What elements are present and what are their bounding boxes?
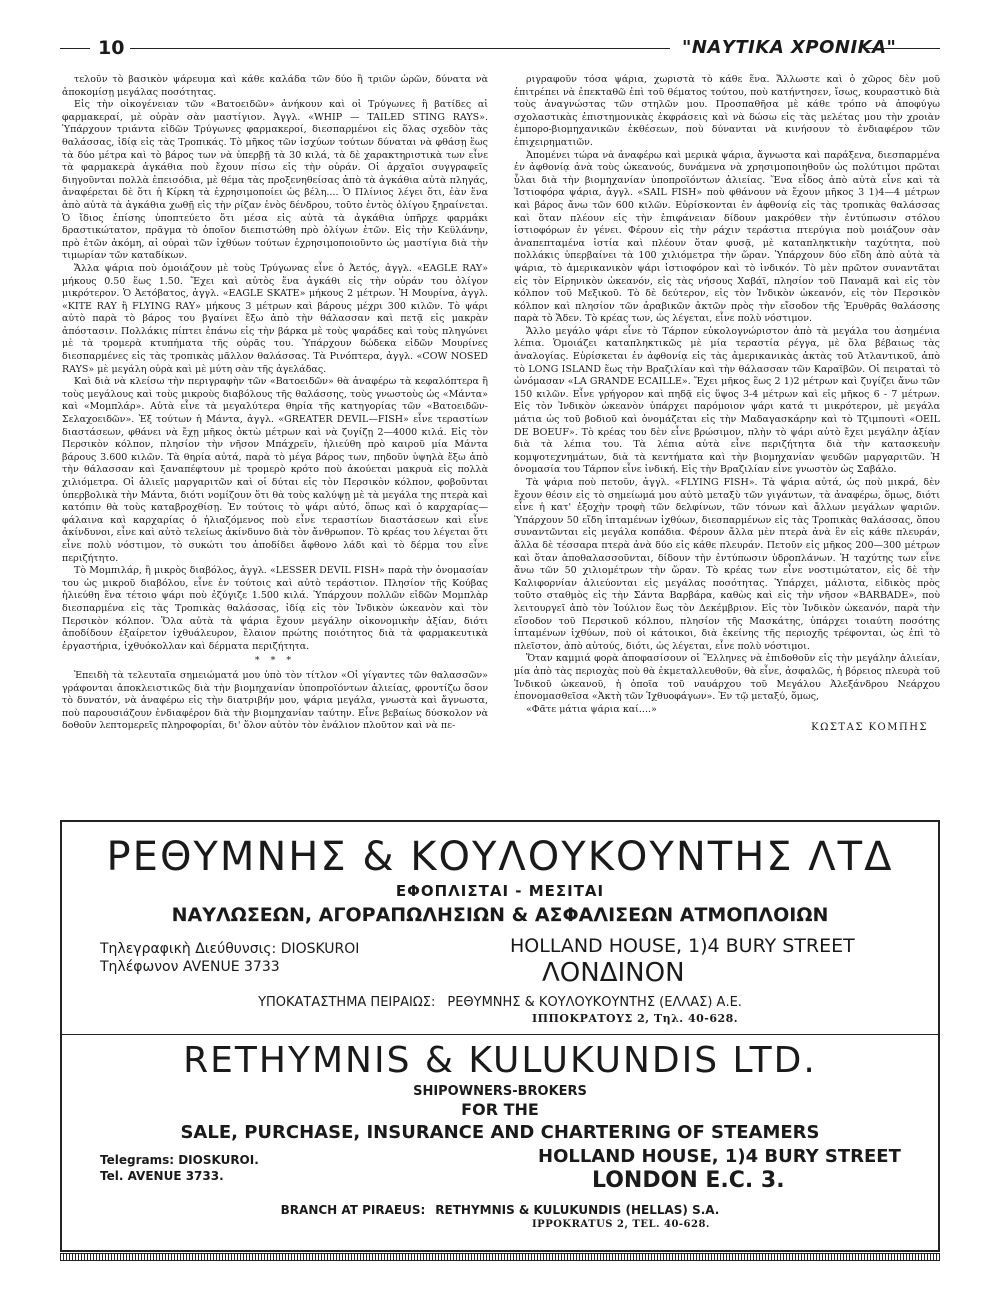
article-paragraph: τελοῦν τὸ βασικὸν ψάρευμα καὶ κάθε καλάδα τῶν δύο ἢ τριῶν ὡρῶν, δύνατα νὰ ἀποκομίσῃ μεγάλας ποσότητας. xyxy=(62,74,488,98)
article-paragraph: Ἄλλο μεγάλο ψάρι εἶνε τὸ Τάρπον εὐκολογνώριστον ἀπὸ τὰ μεγάλα του ἀσημένια λέπια. Ὁμοιάζει καταπληκτικῶς μὲ μία τεραστία ρέγγα, μὲ ὅλα βέβαιως τὰς ἀναλογίας. Εὑρίσκεται ἐν ἀφθονίᾳ εἰς τὰς ἀμερικανικὰς ἀκτὰς τοῦ Ἀτλαντικοῦ, ἀπὸ τὸ LONG ISLAND ἕως τὴν Βραζιλίαν καὶ τὴν θάλασσαν τῶν Καραϊβῶν. Οἱ πειραταὶ τὸ ὠνόμασαν «LA GRANDE ECAILLE». Ἔχει μῆκος ἕως 2 1)2 μέτρων καὶ ζυγίζει ἄνω τῶν 150 κιλῶν. Εἶνε γρήγορον καὶ πηδᾷ εἰς ὕψος 3-4 μέτρων καὶ εἰς μῆκος 6 - 7 μέτρων. Εἰς τὸν Ἰνδικὸν ὠκεανὸν ὑπάρχει παρόμοιον ψάρι κατά τι μικρότερον, μὲ μεγάλα μάτια ὡς τοῦ βοδιοῦ καὶ ὀνομάζεται εἰς τὴν Μαδαγασκάρην καὶ τὸ Τζιμπουτὶ «OEIL DE BOEUF». Τὸ κρέας του δὲν εἶνε βρώσιμον, πλὴν τὸ ψάρι αὐτὸ ἔχει μεγάλην ἀξίαν διὰ τὰ λέπια του. Τὰ λέπια αὐτὰ εἶνε περιζήτητα διὰ τὴν κατασκευὴν κομψοτεχνημάτων, διὰ τὰ κεντήματα καὶ τὴν βιομηχανίαν ψευδῶν μαργαριτῶν. Ἡ ὀνομασία του Τάρπον εἶνε ἰνδική. Εἰς τὴν Βραζιλίαν εἶνε γνωστὸν ὡς Σαβάλο. xyxy=(514,325,940,476)
ad-services-english: SALE, PURCHASE, INSURANCE AND CHARTERING OF STEAMERS xyxy=(180,1122,820,1143)
ad-branch-label-greek: ΥΠΟΚΑΤΑΣΤΗΜΑ ΠΕΙΡΑΙΩΣ: xyxy=(258,995,436,1010)
article-body xyxy=(62,74,940,814)
article-column-right xyxy=(514,74,940,814)
ad-branch-name-greek: ΡΕΘΥΜΝΗΣ & ΚΟΥΛΟΥΚΟΥΝΤΗΣ (ΕΛΛΑΣ) Α.Ε. xyxy=(447,995,742,1010)
ad-branch-address-greek: ΙΠΠΟΚΡΑΤΟΥΣ 2, Τηλ. 40-628. xyxy=(532,1012,739,1025)
header-rule-middle xyxy=(130,48,670,49)
ad-telegrams-english: Telegrams: DIOSKUROI. xyxy=(100,1153,259,1167)
article-paragraph: Τὰ ψάρια ποὺ πετοῦν, ἀγγλ. «FLYING FISH». Τὰ ψάρια αὐτά, ὡς ποὺ μικρά, δὲν ἔχουν θέσιν εἰς τὸ σημείωμά μου αὐτὸ μεταξὺ τῶν γιγάντων, τὰ ἀναφέρω, ὅμως, διότι εἶνε ἡ κατ' ἐξοχὴν τροφὴ τῶν δελφίνων, τῶν τόνων καὶ ἄλλων μεγάλων ψαριῶν. Ὑπάρχουν 50 εἴδη ἱπταμένων ἰχθύων, διεσπαρμένων εἰς τὰς Τροπικὰς θαλάσσας, ὅπου συναντῶνται εἰς μεγάλα κοπάδια. Φέρουν ἄλλα μὲν πτερὰ ἀνὰ ἓν εἰς κάθε πλευράν, ἄλλα δὲ τέσσαρα πτερὰ ἀνὰ δύο εἰς κάθε πλευράν. Πετοῦν εἰς μῆκος 200—300 μέτρων καὶ ὅταν ἀποθαλασσοῦνται, δίδουν τὴν ἐντύπωσιν ὑδροπλάνων. Ἡ ταχύτης των εἶνε ἄνω τῶν 50 χιλιομέτρων τὴν ὥραν. Τὸ κρέας των εἶνε νοστιμώτατον, εἰς δὲ τὴν Καλιφορνίαν ἁλιεύονται εἰς μεγάλας ποσότητας. Ὑπάρχει, μάλιστα, εἰδικὸς πρὸς τοῦτο σταθμὸς εἰς τὴν Σάντα Βαρβάρα, καθὼς καὶ εἰς τὴν νῆσον «BARBADE», ποὺ λειτουργεῖ ἀπὸ τὸν Ἰούλιον ἕως τὸν Δεκέμβριον. Εἰς τὸν Ἰνδικὸν ὠκεανόν, παρὰ τὴν εἴσοδον τοῦ Περσικοῦ κόλπου, πλησίον τῆς Μασκάτης, ὑπάρχει τοιαύτη ποσότης ἱπταμένων ἰχθύων, ποὺ οἱ κάτοικοι, διὰ ἐκείνης τῆς περιοχῆς τρέφονται, ὡς ἐπὶ τὸ πλεῖστον, ἀπὸ αὐτούς, διότι, ὡς λέγεται, εἶνε πολὺ νόστιμοι. xyxy=(514,477,940,652)
ad-phone-greek: Τηλέφωνον AVENUE 3733 xyxy=(100,959,280,975)
ad-company-greek: ΡΕΘΥΜΝΗΣ & ΚΟΥΛΟΥΚΟΥΝΤΗΣ ΛΤΔ xyxy=(106,834,894,880)
ad-city-greek: ΛΟΝΔΙΝΟΝ xyxy=(542,958,685,988)
article-paragraph: Καὶ διὰ νὰ κλείσω τὴν περιγραφὴν τῶν «Βατοειδῶν» θὰ ἀναφέρω τὰ κεφαλόπτερα ἢ τοὺς μεγάλους καὶ τοὺς μικροὺς διαβόλους τῆς θαλάσσης, τοὺς γνωστοὺς ὡς «Μάντα» καὶ «Μομπλάρ». Αὐτὰ εἶνε τὰ μεγαλύτερα θηρία τῆς κατηγορίας τῶν «Βατοειδῶν-Σελαχοειδῶν». Ἐξ τούτων ἡ Μάντα, ἀγγλ. «GREATER DEVIL—FISH» εἶνε τεραστίων διαστάσεων, φθάνει νὰ ἔχῃ μῆκος ὀκτὼ μέτρων καὶ νὰ ζυγίζῃ 2—4000 κιλά. Εἰς τὸν Περσικὸν κόλπον, πλησίον τὴν νῆσον Μπάχρεϊν, ἡλιεύθη πρὸ καιροῦ μία Μάντα βάρους 3.600 κιλῶν. Τὰ θηρία αὐτά, παρὰ τὸ μέγα βάρος των, πηδοῦν ὑψηλὰ ἔξω ἀπὸ τὴν θάλασσαν καὶ ξαναπέφτουν μὲ τρομερὸ κρότο ποὺ ἀκούεται μακρυὰ εἰς πολλὰ χιλιόμετρα. Οἱ ἁλιεῖς μαργαριτῶν καὶ οἱ δύται εἰς τὸν Περσικὸν κόλπον, φοβοῦνται ὑπερβολικὰ τὴν Μάντα, διότι νομίζουν ὅτι θὰ τοὺς καλύψῃ μὲ τὰ μεγάλα της πτερὰ καὶ κατόπιν θὰ τοὺς καταβροχθίσῃ. Ἐν τούτοις τὸ ψάρι αὐτό, ὅπως καὶ ὁ καρχαρίας—φάλαινα καὶ καρχαρίας ὁ ἠλιαζόμενος ποὺ εἶνε τεραστίων διαστάσεων καὶ εἶνε ἀκίνδυνοι, εἶνε καὶ αὐτὸ τελείως ἀκίνδυνο διὰ τὸν ἄνθρωπον. Τὸ κρέας του λέγεται ὅτι εἶνε πολὺ νόστιμον, τὸ συκώτι του ἀποδίδει ἄφθονο λάδι καὶ τὸ δέρμα του εἶνε περιζήτητο. xyxy=(62,376,488,564)
article-paragraph: Ὅταν καμμιά φορὰ ἀποφασίσουν οἱ Ἕλληνες νὰ ἐπιδοθοῦν εἰς τὴν μεγάλην ἁλιείαν, μία ἀπὸ τὰς περιοχὰς ποὺ θὰ ἐκμεταλλευθοῦν, θὰ εἶνε, ἀσφαλῶς, ἡ βόρειος πλευρὰ τοῦ Ἰνδικοῦ ὠκεανοῦ, ἡ ὁποῖα τοῦ ναυάρχου τοῦ Μεγάλου Ἀλεξάνδρου Νεάρχου ἐπονομασθεῖσα «Ἀκτὴ τῶν Ἰχθυοφάγων». Ἐν τῷ μεταξύ, ὅμως, xyxy=(514,653,940,703)
decorative-bottom-border xyxy=(60,1253,940,1261)
ad-tel-english: Tel. AVENUE 3733. xyxy=(100,1169,224,1183)
ad-branch-english xyxy=(62,1202,938,1218)
ad-role-english: SHIPOWNERS-BROKERS xyxy=(413,1084,587,1099)
article-paragraph: Ἐπειδὴ τὰ τελευταῖα σημειώματά μου ὑπὸ τὸν τίτλον «Οἱ γίγαντες τῶν θαλασσῶν» γράφονται ἀποκλειστικῶς διὰ τὴν βιομηχανίαν ὑποπροϊόντων ἁλιείας, φροντίζω ὅσον τὸ δυνατόν, νὰ ἀναφέρω εἰς τὴν διατριβήν μου, ψάρια μεγάλα, γνωστὰ καὶ ἄγνωστα, ποὺ παρουσιάζουν ἐνδιαφέρον διὰ τὴν βιομηχανίαν ταύτην. Εἶνε βεβαίως δύσκολον νὰ δοθοῦν λεπτομερεῖς πληροφορίαι, δι' ὅλον αὐτὸν τὸν ἐνάλιον πλοῦτον καὶ νὰ πε- xyxy=(62,669,488,732)
ad-services-greek: ΝΑΥΛΩΣΕΩΝ, ΑΓΟΡΑΠΩΛΗΣΙΩΝ & ΑΣΦΑΛΙΣΕΩΝ ΑΤΜΟΠΛΟΙΩΝ xyxy=(171,904,829,926)
ad-branch-label-english: BRANCH AT PIRAEUS: xyxy=(280,1203,426,1217)
magazine-title: "ΝΑΥΤΙΚΑ ΧΡΟΝΙΚΑ" xyxy=(682,37,897,58)
ad-role-greek: ΕΦΟΠΛΙΣΤΑΙ - ΜΕΣΙΤΑΙ xyxy=(395,882,605,900)
article-paragraph: Τὸ Μομπιλάρ, ἢ μικρὸς διαβόλος, ἀγγλ. «LESSER DEVIL FISH» παρὰ τὴν ὀνομασίαν του ὡς μικροῦ διαβόλου, εἶνε ἐν τούτοις καὶ αὐτὸ τεράστιον. Πλησίον τῆς Κούβας ἡλιεύθη ἕνα τέτοιο ψάρι ποὺ ἐζύγιζε 1.500 κιλά. Ὑπάρχουν πολλῶν εἰδῶν Μομπλὰρ διεσπαρμένα εἰς τὰς Τροπικὰς θαλάσσας, ἰδίᾳ εἰς τὸν Ἰνδικὸν ὠκεανὸν καὶ τὸν Περσικὸν κόλπον. Ὅλα αὐτὰ τὰ ψάρια ἔχουν μεγάλην οἰκονομικὴν ἀξίαν, διότι ἀποδίδουν ἐξαίρετον ἰχθυάλευρον, ἔλαιον πρώτης ποιότητος διὰ τὰ φαρμακευτικὰ ἐργαστήρια, ἰχθυόκολλαν καὶ δέρματα περιζήτητα. xyxy=(62,565,488,652)
ad-address-greek: HOLLAND HOUSE, 1)4 BURY STREET xyxy=(510,935,855,957)
closing-quote: «Φᾶτε μάτια ψάρια καί....» xyxy=(526,703,657,715)
ad-city-english: LONDON E.C. 3. xyxy=(592,1168,785,1193)
ad-branch-greek xyxy=(62,994,938,1011)
ad-telegraph-greek: Τηλεγραφικὴ Διεύθυνσις: DIOSKUROI xyxy=(100,941,360,957)
ad-divider xyxy=(62,1034,938,1035)
advertisement-box xyxy=(60,820,940,1252)
header-rule-left xyxy=(60,48,90,49)
page-number: 10 xyxy=(98,37,125,59)
header-rule-right xyxy=(865,48,940,49)
article-paragraph: Ἀπομένει τώρα νὰ ἀναφέρω καὶ μερικὰ ψάρια, ἄγνωστα καὶ παράξενα, διεσπαρμένα ἐν ἀφθονίᾳ ἀνὰ τοὺς ὠκεανούς, δυνάμενα νὰ χρησιμοποιηθοῦν ὡς πολύτιμοι πρῶται ὗλαι διὰ τὴν βιομηχανίαν ὑποπροϊόντων ἁλιείας. Ἕνα εἶδος ἀπὸ αὐτὰ εἶνε καὶ τὰ Ἰστιοφόρα ψάρια, ἀγγλ. «SAIL FISH» ποὺ φθάνουν νὰ ἔχουν μῆκος 3 1)4—4 μέτρων καὶ βάρος ἄνω τῶν 600 κιλῶν. Εὑρίσκονται ἐν ἀφθονίᾳ εἰς τὰς τροπικὰς θαλάσσας καὶ ὅταν πλέουν εἰς τὴν ἐπιφάνειαν δίδουν μακρόθεν τὴν ἐντύπωσιν στόλου ἱστιοφόρων ἐν γένει. Φέρουν εἰς τὴν ράχιν τεράστια πτερύγια ποὺ μοιάζουν σὰν ἀναπεπταμένα ἱστία καὶ πλέουν ὅταν φυσᾷ, μὲ καταπληκτικὴν ταχύτητα, ποὺ πολλάκις ὑπερβαίνει τὰ 100 χιλιόμετρα τὴν ὥραν. Ὑπάρχουν δύο εἴδη ἀπὸ αὐτὰ τὰ ψάρια, τὸ ἀμερικανικὸν ψάρι ἱστιοφόρον καὶ τὸ ἰνδικόν. Τὸ μὲν πρῶτον συναντᾶται εἰς τὸν Εἰρηνικὸν ὠκεανόν, εἰς τὰς νήσους Χαβάϊ, πλησίον τοῦ Παναμᾶ καὶ εἰς τὸν κόλπον τοῦ Μεξικοῦ. Τὸ δὲ δεύτερον, εἰς τὸν Ἰνδικὸν ὠκεανόν, εἰς τὸν Περσικὸν κόλπον καὶ πλησίον τῶν ἀραβικῶν ἀκτῶν πρὸς τὴν εἴσοδον τῆς Ἐρυθρᾶς θαλάσσης παρὰ τὸ Ἄδεν. Τὸ κρέας των, ὡς λέγεται, εἶνε πολὺ νόστιμον. xyxy=(514,149,940,325)
article-paragraph: ριγραφοῦν τόσα ψάρια, χωριστὰ τὸ κάθε ἕνα. Ἄλλωστε καὶ ὁ χῶρος δὲν μοῦ ἐπιτρέπει νὰ ἐπεκταθῶ ἐπὶ τοῦ θέματος τούτου, ποὺ κατήντησεν, ἴσως, κουραστικὸ διὰ τοὺς ἀναγνώστας τῶν στηλῶν μου. Προσπαθῆσα μὲ κάθε τρόπο νὰ ἀποφύγω σχολαστικὰς ἐπιστημονικὰς ἐκφράσεις καὶ νὰ δώσω εἰς τὰς μελέτας μου τὴν χροιὰν ἐμπορο-βιομηχανικῶν ἐκθέσεων, ποὺ δύνανται νὰ κινήσουν τὸ ἐνδιαφέρον τῶν ἐπιχειρηματιῶν. xyxy=(514,74,940,148)
ad-for-english: FOR THE xyxy=(461,1100,539,1119)
article-paragraph: Ἄλλα ψάρια ποὺ ὁμοιάζουν μὲ τοὺς Τρύγωνας εἶνε ὁ Ἀετός, ἀγγλ. «EAGLE RAY» μήκους 0.50 ἕως 1.50. Ἔχει καὶ αὐτὸς ἕνα ἀγκάθι εἰς τὴν οὐράν του ὀλίγον μικρότερον. Ὁ Ἀετόβατος, ἀγγλ. «EAGLE SKATE» μήκους 2 μέτρων. Ἡ Μουρίνα, ἀγγλ. «KITE RAY ἢ FLYING RAY» μήκους 3 μέτρων καὶ βάρους μέχρι 300 κιλῶν. Τὸ ψάρι αὐτὸ παρὰ τὸ βάρος του βγαίνει ἔξω ἀπὸ τὴν θάλασσαν καὶ πετᾷ εἰς μακρὰν ἀπόστασιν. Πολλάκις πίπτει ἐπάνω εἰς τὴν βάρκα μὲ τοὺς ψαράδες καὶ τοὺς πληγώνει μὲ τὰ τρομερὰ κτυπήματα τῆς οὐρᾶς του. Ὑπάρχουν δώδεκα εἰδῶν Μουρίνες διεσπαρμένες εἰς τὰς τροπικὰς μᾶλλον θαλάσσας. Τὰ Ρινόπτερα, ἀγγλ. «COW NOSED RAYS» μὲ μεγάλη οὐρὰ καὶ μὲ μύτη σὰν τῆς ἀγελάδας. xyxy=(62,262,488,375)
ad-branch-address-english: IPPOKRATUS 2, TEL. 40-628. xyxy=(532,1219,710,1230)
ad-address-english: HOLLAND HOUSE, 1)4 BURY STREET xyxy=(538,1146,901,1167)
article-column-left xyxy=(62,74,488,814)
running-header xyxy=(60,36,940,60)
article-paragraph: Εἰς τὴν οἰκογένειαν τῶν «Βατοειδῶν» ἀνήκουν καὶ οἱ Τρύγωνες ἢ βατίδες αἱ φαρμακεραί, μὲ οὐρὰν σὰν μαστίγιον. Ἀγγλ. «WHIP — TAILED STING RAYS». Ὑπάρχουν τριάντα εἰδῶν Τρύγωνες φαρμακεροί, διεσπαρμένοι εἰς ὅλας σχεδὸν τὰς θαλάσσας, ἰδίᾳ εἰς τὰς Τροπικάς. Τὸ μῆκος τῶν ἰσχύων τούτων δύναται νὰ φθάσῃ ἕως τὰ δύο μέτρα καὶ τὸ βάρος των νὰ ὑπερβῇ τὰ 30 κιλά, τὰ δὲ χαρακτηριστικὰ των εἶνε τὰ φαρμακερὰ ἀγκάθια ποὺ ἔχουν πίσω εἰς τὴν οὐράν. Οἱ ἀρχαῖοι συγγραφεῖς διηγοῦνται πολλὰ ἐπεισόδια, μὲ θέμα τὰς προξενηθείσας ἀπὸ τὰ ἀγκάθια αὐτὰ πληγάς, ἀναφέρεται δὲ ὅτι ἡ Κίρκη τὰ ἐχρησιμοποίει ὡς βέλη.... Ὁ Πλίνιος λέγει ὅτι, ἐὰν ἕνα ἀπὸ αὐτὰ τὰ ἀγκάθια χωθῇ εἰς τὴν ρίζαν ἑνὸς δένδρου, τοῦτο ἐντὸς ὀλίγου ξηραίνεται. Ὁ ἴδιος ἐπίσης ὑποπτεύετο ὅτι μέσα εἰς αὐτὰ τὰ ἀγκάθια ὑπῆρχε φαρμάκι δραστικώτατον, πρᾶγμα τὸ ὁποῖον διεπιστώθη πρὸ ὀλίγων ἐτῶν. Εἰς τὴν Κεϋλάνην, πρὸ ἐτῶν ἀκόμη, αἱ οὐραὶ τῶν ἰχθύων τούτων ἐχρησιμοποιοῦντο ὡς μαστίγια διὰ τὴν τιμωρίαν τῶν καταδίκων. xyxy=(62,99,488,262)
author-signature: ΚΩΣΤΑΣ ΚΟΜΠΗΣ xyxy=(811,722,928,734)
ad-company-english: RETHYMNIS & KULUKUNDIS LTD. xyxy=(183,1040,817,1081)
section-separator: * * * xyxy=(254,655,296,667)
ad-branch-name-english: RETHYMNIS & KULUKUNDIS (HELLAS) S.A. xyxy=(435,1203,720,1217)
